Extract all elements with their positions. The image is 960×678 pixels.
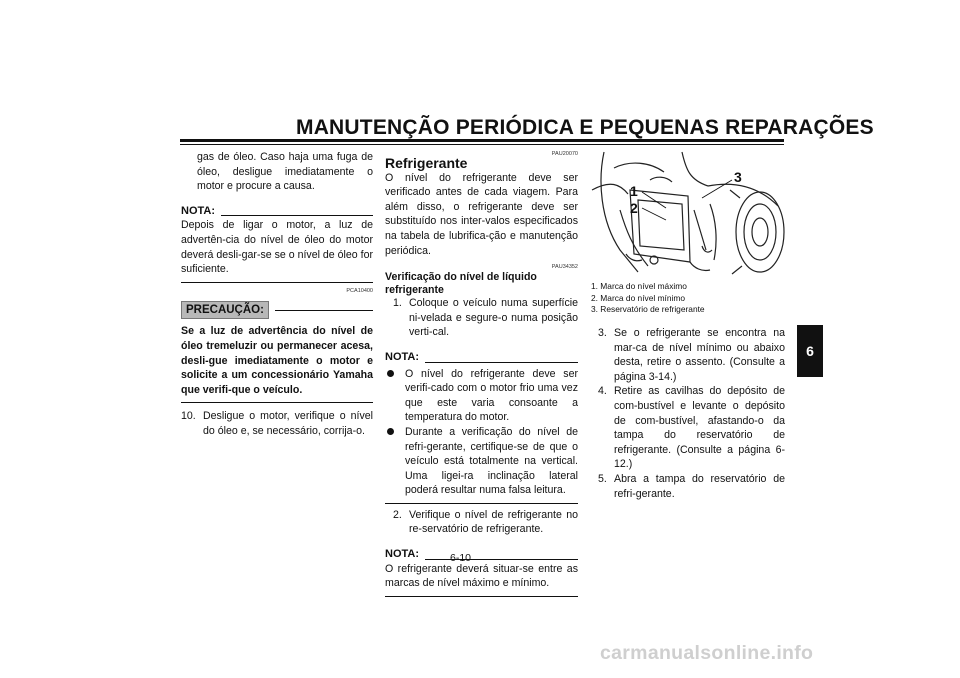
step-4	[592, 384, 785, 472]
step-number: 1.	[393, 297, 402, 310]
caution-code: PCA10400	[346, 287, 373, 294]
bullet-dot-icon	[387, 370, 394, 377]
caution-heading	[181, 301, 373, 320]
middle-column	[385, 150, 578, 597]
step-text: Desligue o motor, verifique o nível do óleo e, se necessário, corrija-o.	[203, 410, 373, 437]
nota-text-3: O refrigerante deverá situar-se entre as marcas de nível máximo e mínimo.	[385, 562, 578, 590]
left-column	[181, 150, 373, 439]
nota-label: NOTA:	[385, 350, 420, 363]
step-number: 10.	[181, 410, 196, 423]
step-5	[592, 472, 785, 501]
step-number: 3.	[598, 327, 607, 339]
coolant-reservoir-figure	[590, 150, 786, 278]
section-code: PAU20070	[551, 151, 578, 157]
step-10	[181, 409, 373, 438]
caution-text: Se a luz de advertência do nível de óleo tremeluzir ou permanecer acesa, desli-gue imediatamente o motor e solicite a um concessionário Yamaha que verifi-que o veículo.	[181, 325, 373, 396]
section-tab: 6	[797, 325, 823, 377]
engine-illustration	[590, 150, 786, 278]
nota-end-rule	[385, 596, 578, 597]
title-rule-thin	[180, 144, 784, 145]
caution-end-rule	[181, 402, 373, 403]
nota-heading-2	[385, 350, 578, 365]
page-title: MANUTENÇÃO PERIÓDICA E PEQUENAS REPARAÇÕES	[296, 116, 874, 139]
step-text: Abra a tampa do reservatório de refri-gerante.	[614, 472, 785, 500]
nota-end-rule	[181, 282, 373, 283]
figure-captions	[591, 281, 787, 316]
caption-item: 2. Marca do nível mínimo	[591, 292, 686, 303]
step-3	[592, 326, 785, 384]
nota-heading-1	[181, 204, 373, 219]
step-1	[385, 296, 578, 340]
oil-continuation: gas de óleo. Caso haja uma fuga de óleo, desligue imediatamente o motor e procure a causa.	[197, 151, 373, 193]
subsection-code: PAU34352	[551, 264, 578, 271]
bullet-item: Durante a verificação do nível de refri-gerante, certifique-se de que o veículo está totalmente na vertical. Uma ligei-ra inclinação lateral poderá resultar numa falsa leitura.	[385, 425, 578, 498]
caution-label: PRECAUÇÃO:	[181, 301, 269, 320]
figure-label-2: 2	[630, 200, 638, 216]
step-number: 4.	[598, 385, 607, 398]
step-number: 5.	[598, 472, 607, 485]
step-text: Verifique o nível de refrigerante no re-servatório de refrigerante.	[409, 508, 578, 536]
bullet-item: O nível do refrigerante deve ser verifi-cado com o motor frio uma vez que este varia consoante a temperatura do motor.	[385, 367, 578, 425]
step-text: Coloque o veículo numa superfície ni-velada e segure-o numa posição verti-cal.	[409, 297, 578, 339]
step-text: Se o refrigerante se encontra na mar-ca de nível mínimo ou abaixo desta, retire o assento. (Consulte a página 3-14.)	[614, 327, 785, 383]
step-number: 2.	[393, 508, 402, 521]
right-column	[592, 326, 785, 501]
bullet-dot-icon	[387, 428, 394, 435]
caption-item: 1. Marca do nível máximo	[591, 281, 687, 291]
nota-label: NOTA:	[181, 204, 216, 217]
figure-label-3: 3	[734, 169, 742, 185]
subsection-heading: Verificação do nível de líquido refrigerante	[385, 271, 537, 296]
section-heading: Refrigerante	[385, 155, 468, 171]
nota-heading-3	[385, 547, 578, 562]
nota-text-1: Depois de ligar o motor, a luz de advertên-cia do nível de óleo do motor deverá desli-gar-se se o nível de óleo for suficiente.	[181, 219, 373, 276]
coolant-intro: O nível do refrigerante deve ser verificado antes de cada viagem. Para além disso, o refrigerante deve ser substituído nos inter-valos especificados na tabela de lubrifica-ção e manutenção periódica.	[385, 171, 578, 257]
nota-end-rule	[385, 503, 578, 504]
caption-item: 3. Reservatório de refrigerante	[591, 304, 705, 315]
title-rule	[180, 139, 784, 142]
nota-label: NOTA:	[385, 548, 420, 561]
watermark: carmanualsonline.info	[600, 642, 814, 664]
page-number: 6-10	[450, 552, 472, 564]
step-2	[385, 508, 578, 537]
figure-label-1: 1	[630, 183, 638, 199]
step-text: Retire as cavilhas do depósito de com-bustível e levante o depósito de com-bustível, afastando-o da tampa do reservatório de refrigerante. (Consulte a página 6-12.)	[614, 385, 785, 471]
